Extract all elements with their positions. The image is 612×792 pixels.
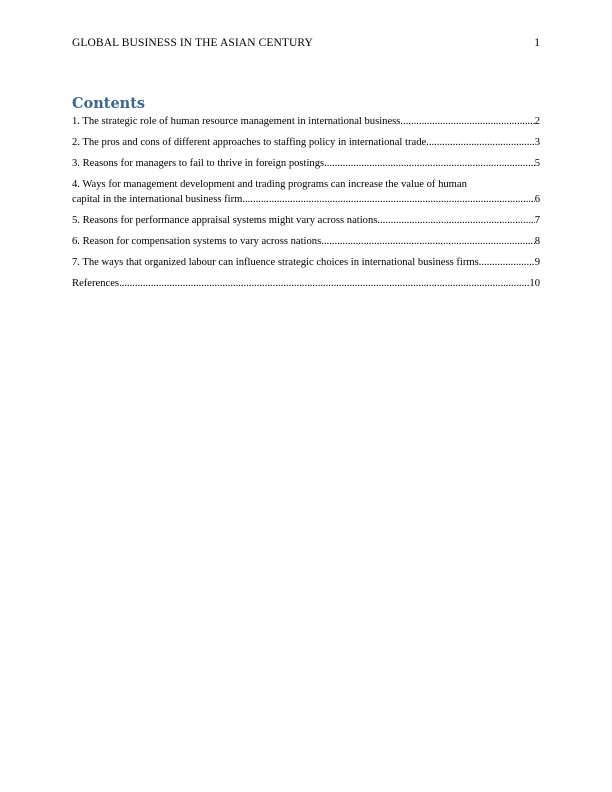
- dot-leader: [426, 135, 535, 150]
- toc-entry-title: 1. The strategic role of human resource management in international business: [72, 116, 401, 127]
- dot-leader: [400, 114, 534, 129]
- running-head: GLOBAL BUSINESS IN THE ASIAN CENTURY: [72, 37, 313, 49]
- toc-entry-7[interactable]: [72, 255, 540, 270]
- dot-leader: [377, 213, 534, 228]
- toc-entry-title: References: [72, 278, 120, 289]
- toc-entry-page: 9: [534, 257, 540, 268]
- toc-entry-page: 5: [534, 158, 540, 169]
- toc-entry-references[interactable]: [72, 276, 540, 291]
- table-of-contents: [72, 114, 540, 297]
- toc-entry-5[interactable]: [72, 213, 540, 228]
- toc-entry-page: 8: [534, 236, 540, 247]
- toc-entry-4[interactable]: [72, 177, 540, 207]
- toc-entry-3[interactable]: [72, 156, 540, 171]
- page-number: 1: [534, 37, 540, 49]
- toc-entry-page: 3: [534, 137, 540, 148]
- toc-entry-page: 2: [534, 116, 540, 127]
- dot-leader: [479, 255, 535, 270]
- toc-heading: Contents: [72, 95, 146, 112]
- toc-entry-title-line2: capital in the international business firm: [72, 194, 243, 205]
- toc-entry-title: 2. The pros and cons of different approaches to staffing policy in international trade: [72, 137, 427, 148]
- toc-entry-title: 7. The ways that organized labour can influence strategic choices in international business firms: [72, 257, 479, 268]
- dot-leader: [324, 156, 535, 171]
- toc-entry-title: 5. Reasons for performance appraisal systems might vary across nations: [72, 215, 378, 226]
- toc-entry-page: 7: [534, 215, 540, 226]
- dot-leader: [119, 276, 529, 291]
- toc-entry-2[interactable]: [72, 135, 540, 150]
- toc-entry-title: 6. Reason for compensation systems to vary across nations: [72, 236, 322, 247]
- dot-leader: [242, 192, 534, 207]
- toc-entry-title-line1: 4. Ways for management development and trading programs can increase the value of human: [72, 179, 467, 190]
- toc-entry-6[interactable]: [72, 234, 540, 249]
- toc-entry-title: 3. Reasons for managers to fail to thrive in foreign postings: [72, 158, 325, 169]
- toc-entry-page: 6: [534, 194, 540, 205]
- toc-entry-1[interactable]: [72, 114, 540, 129]
- dot-leader: [321, 234, 535, 249]
- toc-entry-page: 10: [529, 278, 540, 289]
